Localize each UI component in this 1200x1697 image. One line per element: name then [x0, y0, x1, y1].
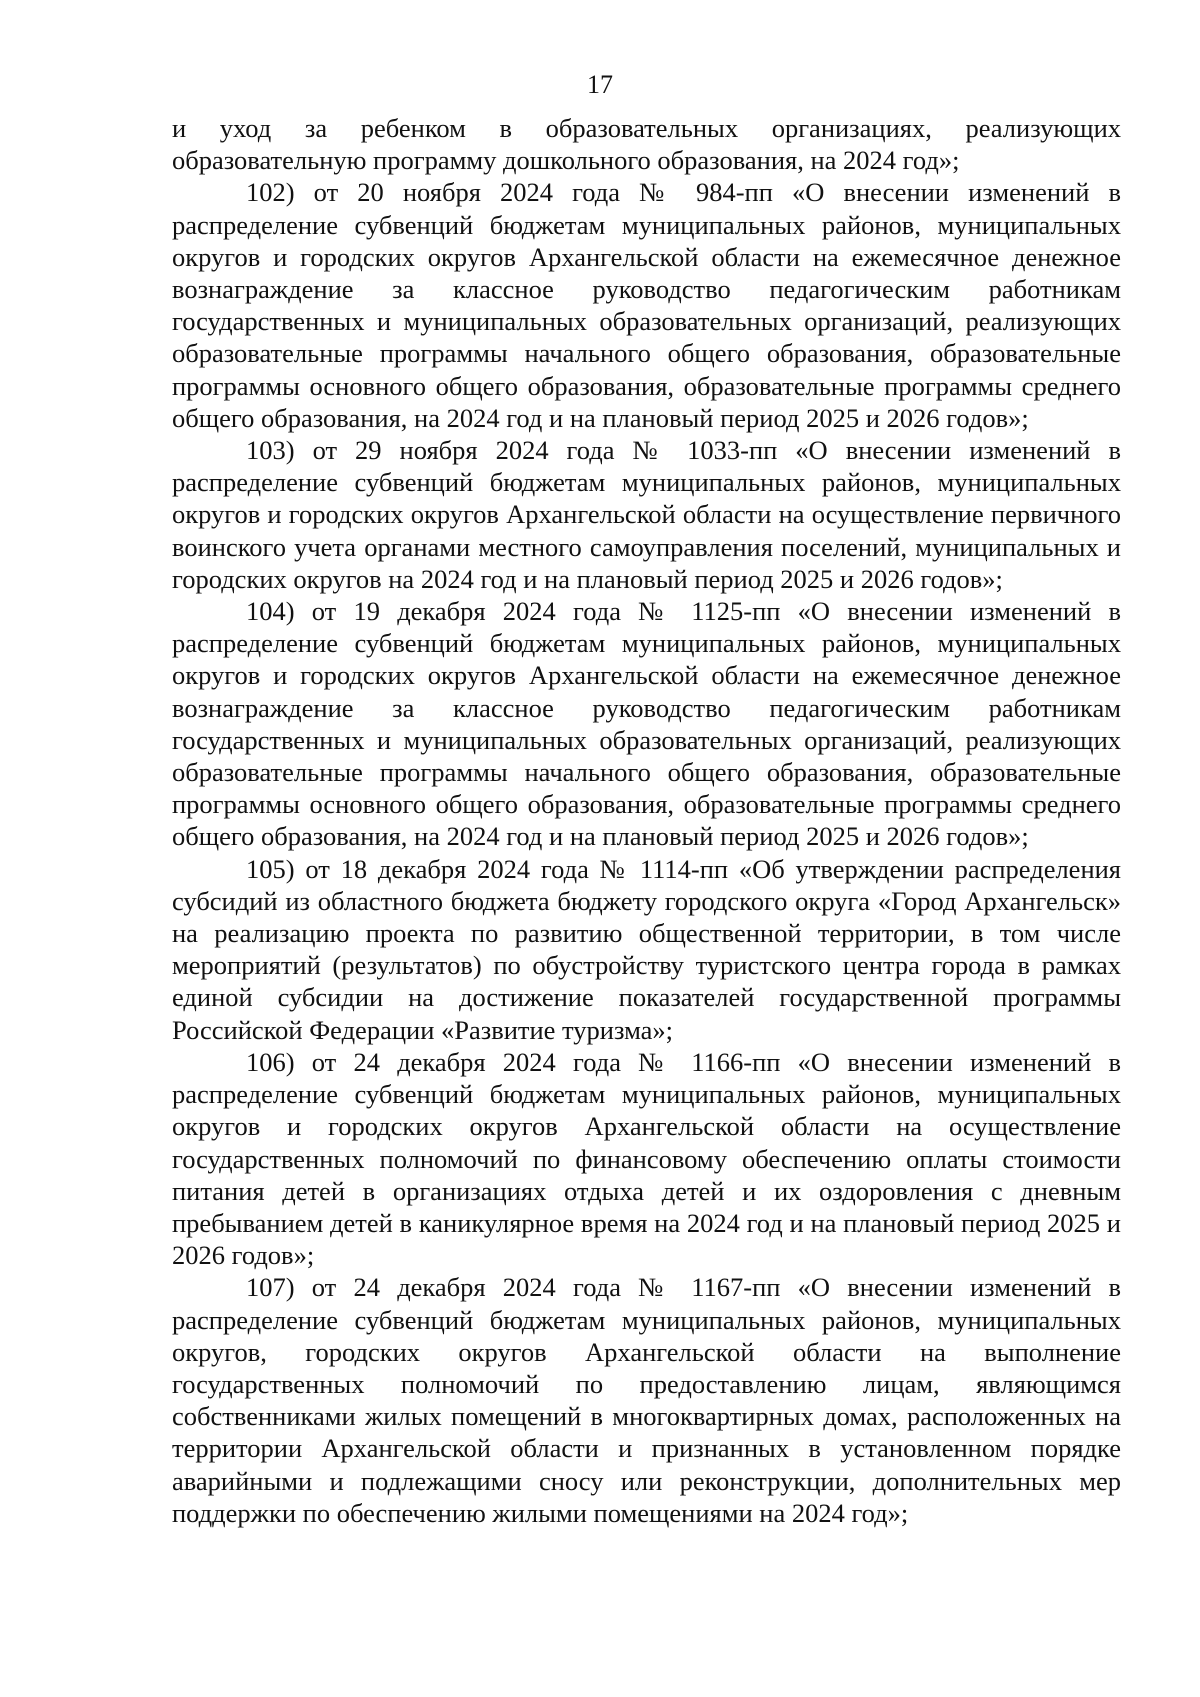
- paragraph-item-103: 103) от 29 ноября 2024 года № 1033-пп «О внесении изменений в распределение субвенций бюджетам муниципальных районов, муниципальных округов и городских округов Архангельской области на осуществление первичного воинского учета органами местного самоуправления поселений, муниципальных и городских округов на 2024 год и на плановый период 2025 и 2026 годов»;: [172, 435, 1121, 594]
- paragraph-item-106: 106) от 24 декабря 2024 года № 1166-пп «О внесении изменений в распределение субвенций бюджетам муниципальных районов, муниципальных округов и городских округов Архангельской области на осуществление государственных полномочий по финансовому обеспечению оплаты стоимости питания детей в организациях отдыха детей и их оздоровления с дневным пребыванием детей в каникулярное время на 2024 год и на плановый период 2025 и 2026 годов»;: [172, 1046, 1121, 1271]
- paragraph-continuation: и уход за ребенком в образовательных организациях, реализующих образовательную программу дошкольного образования, на 2024 год»;: [172, 113, 1121, 176]
- paragraph-item-105: 105) от 18 декабря 2024 года № 1114-пп «Об утверждении распределения субсидий из областного бюджета бюджету городского округа «Город Архангельск» на реализацию проекта по развитию общественной территории, в том числе мероприятий (результатов) по обустройству туристского центра города в рамках единой субсидии на достижение показателей государственной программы Российской Федерации «Развитие туризма»;: [172, 853, 1121, 1045]
- paragraph-item-107: 107) от 24 декабря 2024 года № 1167-пп «О внесении изменений в распределение субвенций бюджетам муниципальных районов, муниципальных округов, городских округов Архангельской области на выполнение государственных полномочий по предоставлению лицам, являющимся собственниками жилых помещений в многоквартирных домах, расположенных на территории Архангельской области и признанных в установленном порядке аварийными и подлежащими сносу или реконструкции, дополнительных мер поддержки по обеспечению жилыми помещениями на 2024 год»;: [172, 1272, 1121, 1528]
- paragraph-item-102: 102) от 20 ноября 2024 года № 984-пп «О внесении изменений в распределение субвенций бюджетам муниципальных районов, муниципальных округов и городских округов Архангельской области на ежемесячное денежное вознаграждение за классное руководство педагогическим работникам государственных и муниципальных образовательных организаций, реализующих образовательные программы начального общего образования, образовательные программы основного общего образования, образовательные программы среднего общего образования, на 2024 год и на плановый период 2025 и 2026 годов»;: [172, 177, 1121, 433]
- page-number: 17: [587, 70, 613, 99]
- paragraph-item-104: 104) от 19 декабря 2024 года № 1125-пп «О внесении изменений в распределение субвенций бюджетам муниципальных районов, муниципальных округов и городских округов Архангельской области на ежемесячное денежное вознаграждение за классное руководство педагогическим работникам государственных и муниципальных образовательных организаций, реализующих образовательные программы начального общего образования, образовательные программы основного общего образования, образовательные программы среднего общего образования, на 2024 год и на плановый период 2025 и 2026 годов»;: [172, 596, 1121, 852]
- document-body: [172, 112, 1121, 1529]
